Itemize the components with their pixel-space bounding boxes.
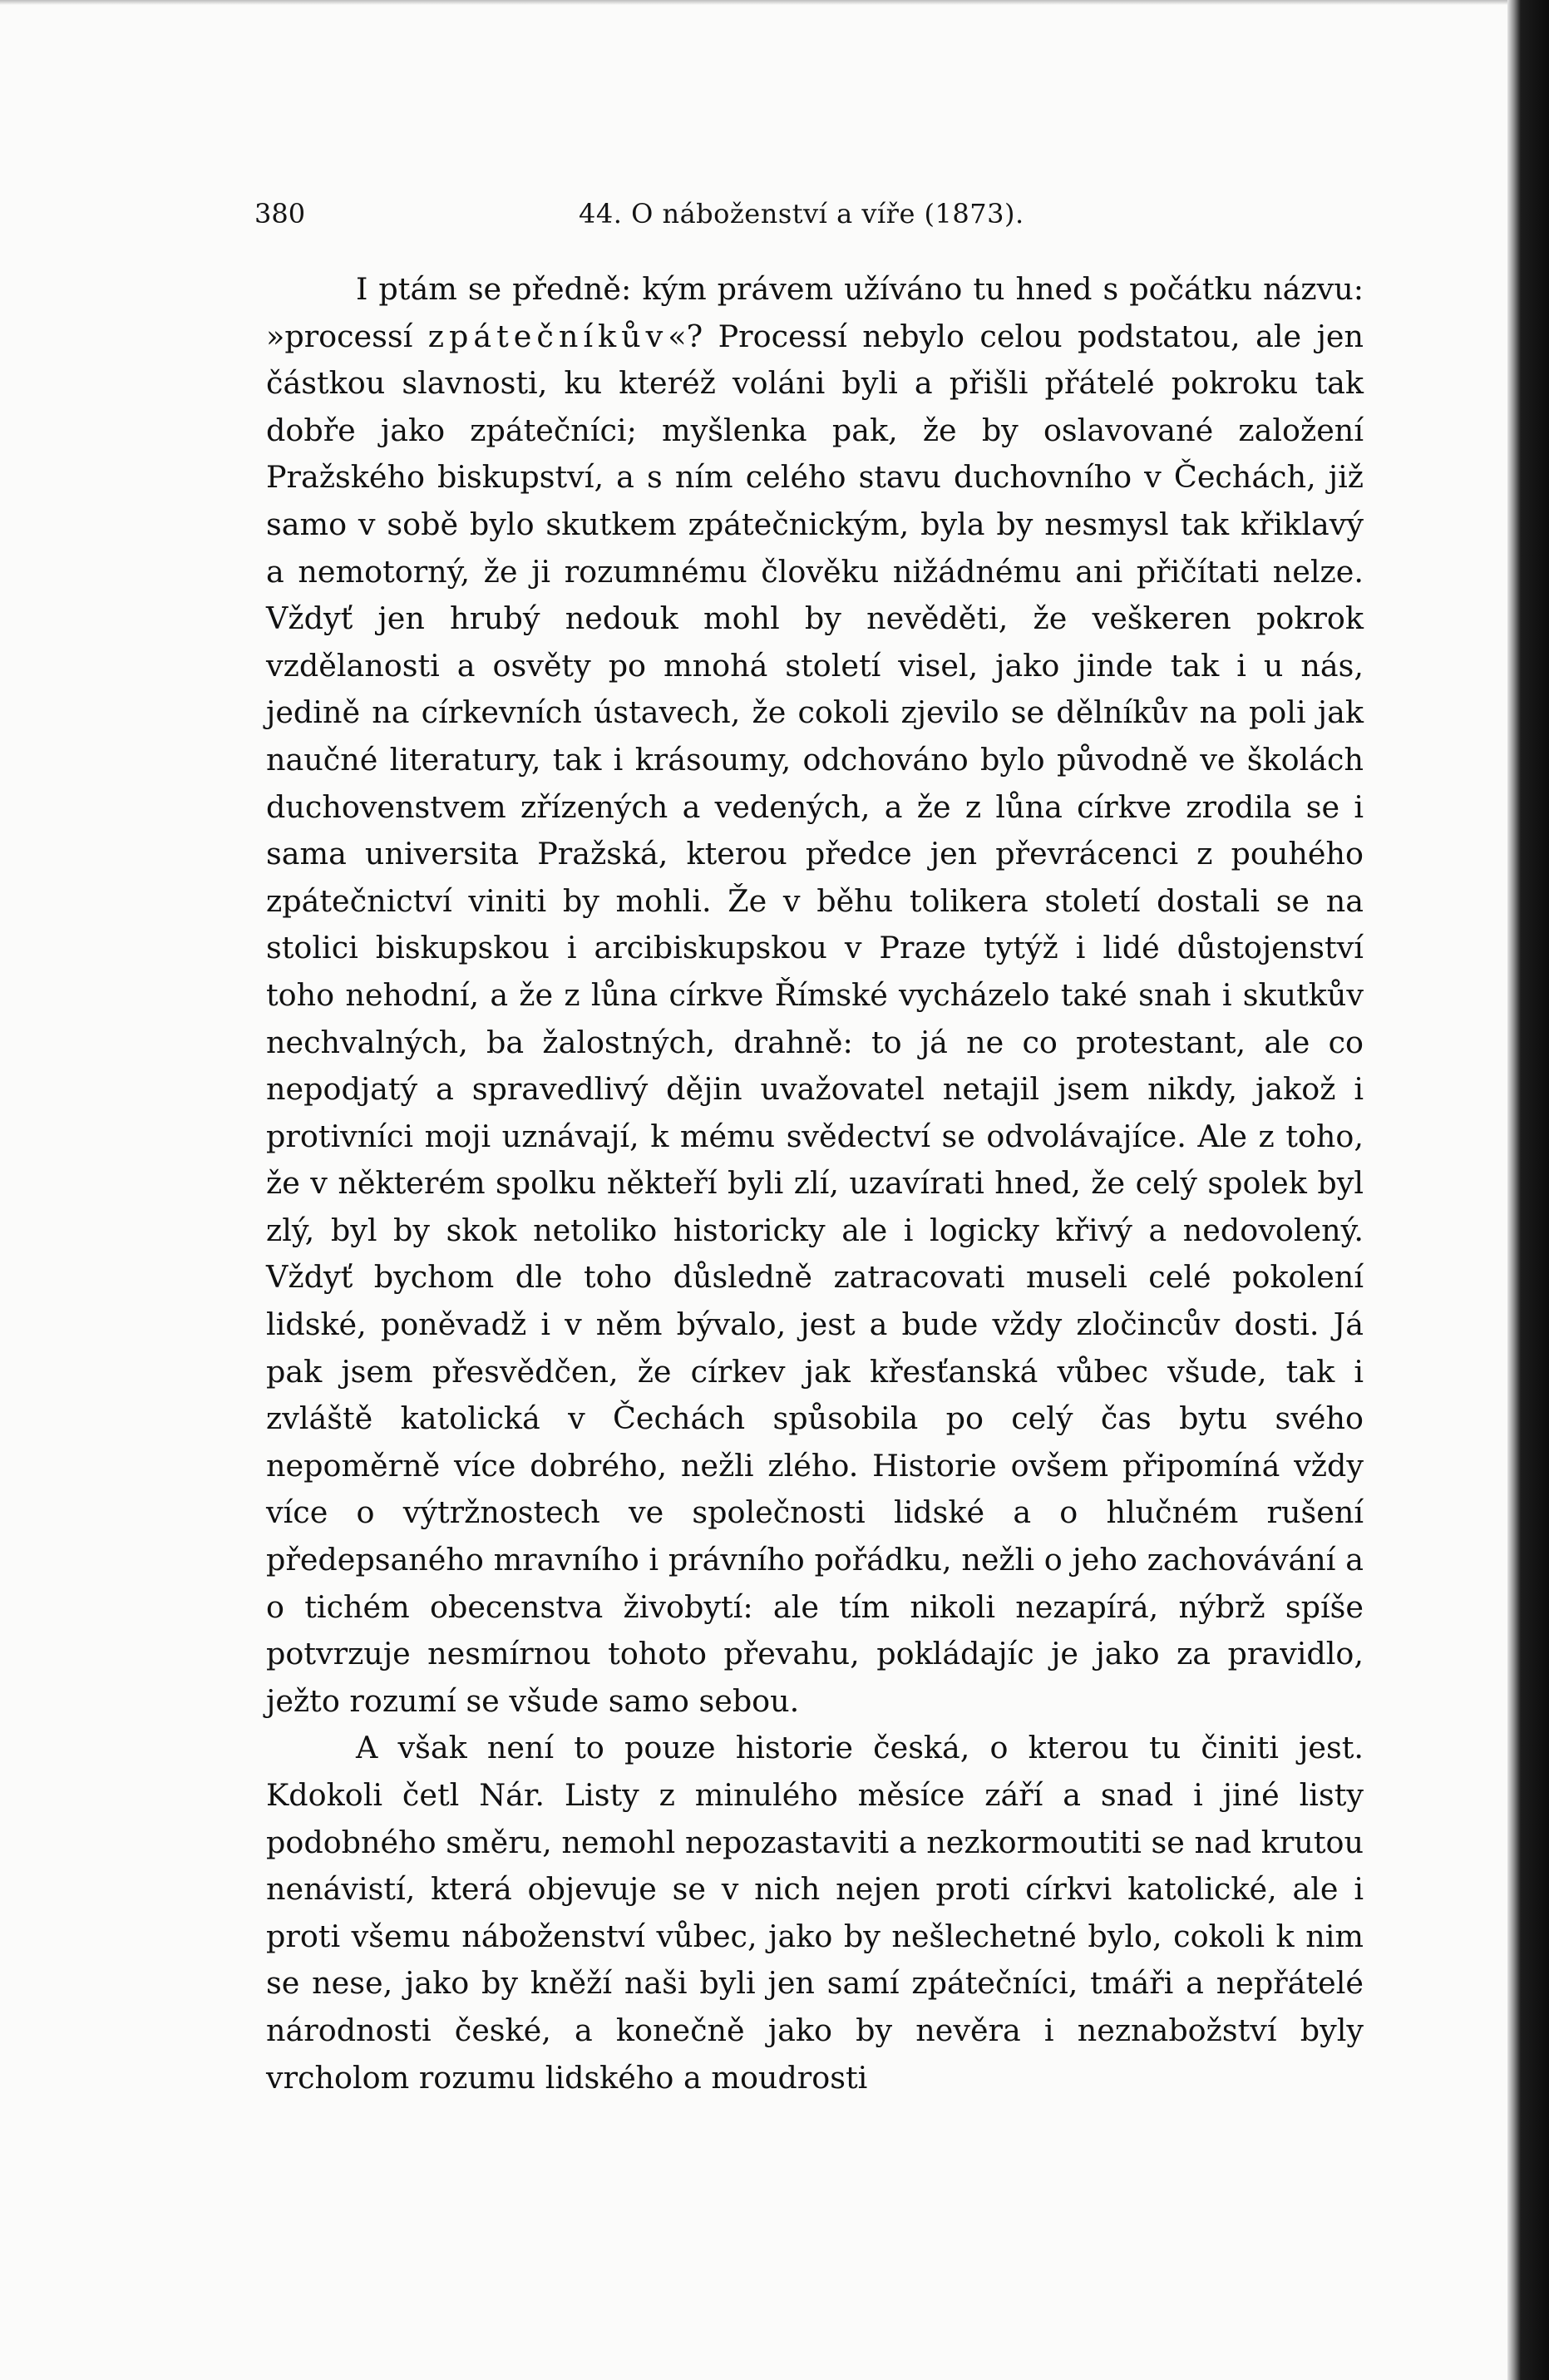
body-text: [266, 266, 1364, 2101]
page-number: 380: [254, 198, 306, 230]
paragraph-1-part-1: I ptám se předně: kým právem užíváno tu hned s počátku názvu: »processí: [266, 271, 1364, 354]
paragraph-2: A však není to pouze historie česká, o kterou tu činiti jest. Kdokoli četl Nár. Listy z minulého měsíce září a snad i jiné listy podobného směru, nemohl nepozastaviti a nezkormoutiti se nad krutou nenávistí, která objevuje se v nich nejen proti církvi katolické, ale i proti všemu náboženství vůbec, jako by nešlechetné bylo, cokoli k nim se nese, jako by kněží naši byli jen samí zpátečníci, tmáři a nepřátelé národnosti české, a konečně jako by nevěra i neznabožství byly vrcholom rozumu lidského a moudrosti: [266, 1730, 1364, 2096]
scan-right-edge: [1507, 0, 1549, 2380]
paragraph-1: [266, 266, 1364, 1725]
scan-top-edge: [0, 0, 1513, 5]
page-header: [254, 198, 1335, 239]
paragraph-1-part-2: «? Processí nebylo celou podstatou, ale jen částkou slavnosti, ku kteréž voláni byli a přišli přátelé pokroku tak dobře jako zpátečníci; myšlenka pak, že by oslavované založení Pražského biskupství, a s ním celého stavu duchovního v Čechách, již samo v sobě bylo skutkem zpátečnickým, byla by nesmysl tak křiklavý a nemotorný, že ji rozumnému člověku nižádnému ani přičítati nelze. Vždyť jen hrubý nedouk mohl by nevěděti, že veškeren pokrok vzdělanosti a osvěty po mnohá století visel, jako jinde tak i u nás, jedině na církevních ústavech, že cokoli zjevilo se dělníkův na poli jak naučné literatury, tak i krásoumy, odchováno bylo původně ve školách duchovenstvem zřízených a vedených, a že z lůna církve zrodila se i sama universita Pražská, kterou předce jen převrácenci z pouhého zpátečnictví viniti by mohli. Že v běhu tolikera století dostali se na stolici biskupskou i arcibiskupskou v Praze tytýž i lidé důstojenství toho nehodní, a že z lůna církve Římské vycházelo také snah i skutkův nechvalných, ba žalostných, drahně: to já ne co protestant, ale co nepodjatý a spravedlivý dějin uvažovatel netajil jsem nikdy, jakož i protivníci moji uznávají, k mému svědectví se odvolávajíce. Ale z toho, že v některém spolku někteří byli zlí, uzavírati hned, že celý spolek byl zlý, byl by skok netoliko historicky ale i logicky křivý a nedovolený. Vždyť bychom dle toho důsledně zatracovati museli celé pokolení lidské, poněvadž i v něm bývalo, jest a bude vždy zločincův dosti. Já pak jsem přesvědčen, že církev jak křesťanská vůbec všude, tak i zvláště katolická v Čechách spůsobila po celý čas bytu svého nepoměrně více dobrého, nežli zlého. Historie ovšem připomíná vždy více o výtržnostech ve společnosti lidské a o hlučném rušení předepsaného mravního i právního pořádku, nežli o jeho zachovávání a o tichém obecenstva živobytí: ale tím nikoli nezapírá, nýbrž spíše potvrzuje nesmírnou tohoto převahu, pokládajíc je jako za pravidlo, ježto rozumí se všude samo sebou.: [266, 318, 1364, 1719]
spaced-emphasis: zpátečníkův: [427, 318, 668, 354]
running-title: 44. O náboženství a víře (1873).: [579, 198, 1024, 230]
